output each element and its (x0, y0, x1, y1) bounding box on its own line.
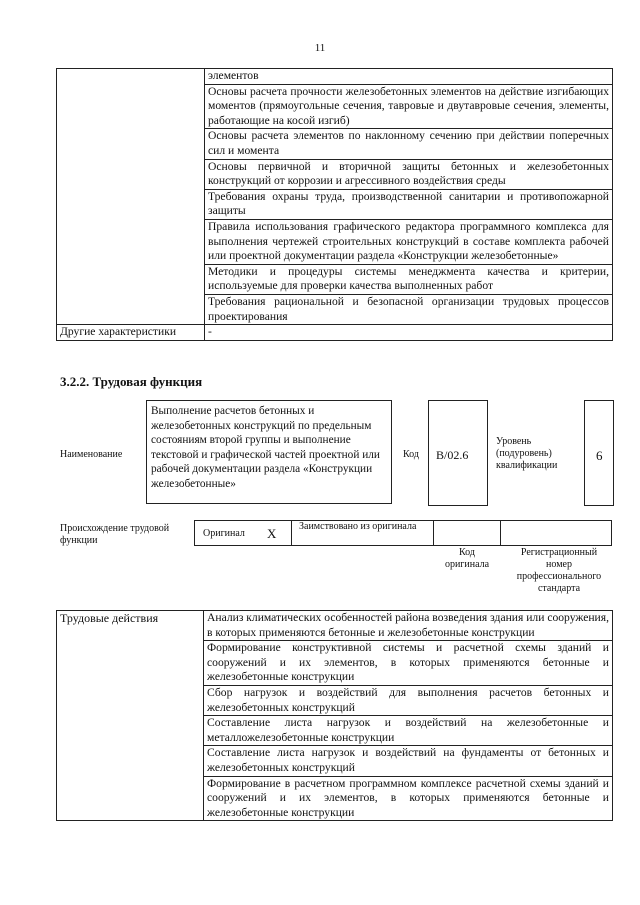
reg-caption: Регистрационный номер профессионального стандарта (516, 547, 602, 594)
origin-row (194, 520, 612, 546)
original-mark: X (267, 526, 277, 541)
knowledge-row: Правила использования графического редактора программного комплекса для выполнения чертежей строительных конструкций в составе комплекта рабочей или проектной документации раздела «Конструкции железобетонные» (205, 219, 613, 264)
section-title: 3.2.2. Трудовая функция (60, 374, 203, 389)
origin-label: Происхождение трудовой функции (60, 523, 170, 546)
knowledge-row: Методики и процедуры системы менеджмента качества и критерии, используемые для проверки качества выполненных работ (205, 264, 613, 294)
other-characteristics-value: - (205, 325, 613, 341)
action-row: Формирование конструктивной системы и расчетной схемы зданий и сооружений и их элементов, в которых применяются бетонные и железобетонные конструкции (204, 641, 613, 686)
other-characteristics-label: Другие характеристики (57, 325, 205, 341)
code-box (428, 400, 488, 506)
action-row: Сбор нагрузок и воздействий для выполнения расчетов бетонных и железобетонных конструкций (204, 685, 613, 715)
action-row: Составление листа нагрузок и воздействий на фундаменты от бетонных и железобетонных конструкций (204, 746, 613, 776)
divider (291, 521, 292, 545)
name-label: Наименование (60, 449, 123, 460)
code-label: Код (403, 449, 419, 460)
level-box (584, 400, 614, 506)
knowledge-row: Требования рациональной и безопасной организации трудовых процессов проектирования (205, 294, 613, 324)
knowledge-table (56, 68, 613, 341)
divider (500, 521, 501, 545)
action-row: Формирование в расчетном программном комплексе расчетной схемы зданий и сооружений и их элементов, в которых применяются бетонные и железобетонные конструкции (204, 776, 613, 821)
code-caption: Код оригинала (444, 547, 490, 570)
knowledge-row: элементов (205, 69, 613, 85)
level-value: 6 (596, 448, 603, 463)
action-row: Анализ климатических особенностей района возведения здания или сооружения, в которых применяются бетонные и железобетонные конструкции (204, 611, 613, 641)
level-label: Уровень (подуровень) квалификации (496, 436, 558, 471)
knowledge-row: Требования охраны труда, производственной санитарии и противопожарной защиты (205, 189, 613, 219)
function-name: Выполнение расчетов бетонных и железобетонных конструкций по предельным состояниям второй группы и выполнение текстовой и графической частей проектной или рабочей документации раздела «Конструкции железобетонные» (151, 405, 380, 490)
knowledge-row: Основы расчета прочности железобетонных элементов на действие изгибающих моментов (прямоугольные сечения, тавровые и двутавровые сечения, элементы, работающие на косой изгиб) (205, 84, 613, 129)
actions-label: Трудовые действия (57, 611, 204, 821)
page-number: 11 (314, 42, 326, 54)
code-value: B/02.6 (436, 448, 469, 462)
action-row: Составление листа нагрузок и воздействий на железобетонные и металложелезобетонные конструкции (204, 716, 613, 746)
actions-table (56, 610, 613, 821)
borrowed-label: Заимствовано из оригинала (299, 521, 417, 532)
divider (433, 521, 434, 545)
function-name-box (146, 400, 392, 504)
knowledge-row: Основы расчета элементов по наклонному сечению при действии поперечных сил и момента (205, 129, 613, 159)
original-label: Оригинал (203, 528, 245, 539)
knowledge-row: Основы первичной и вторичной защиты бетонных и железобетонных конструкций от коррозии и агрессивного воздействия среды (205, 159, 613, 189)
knowledge-label-cell (57, 69, 205, 325)
